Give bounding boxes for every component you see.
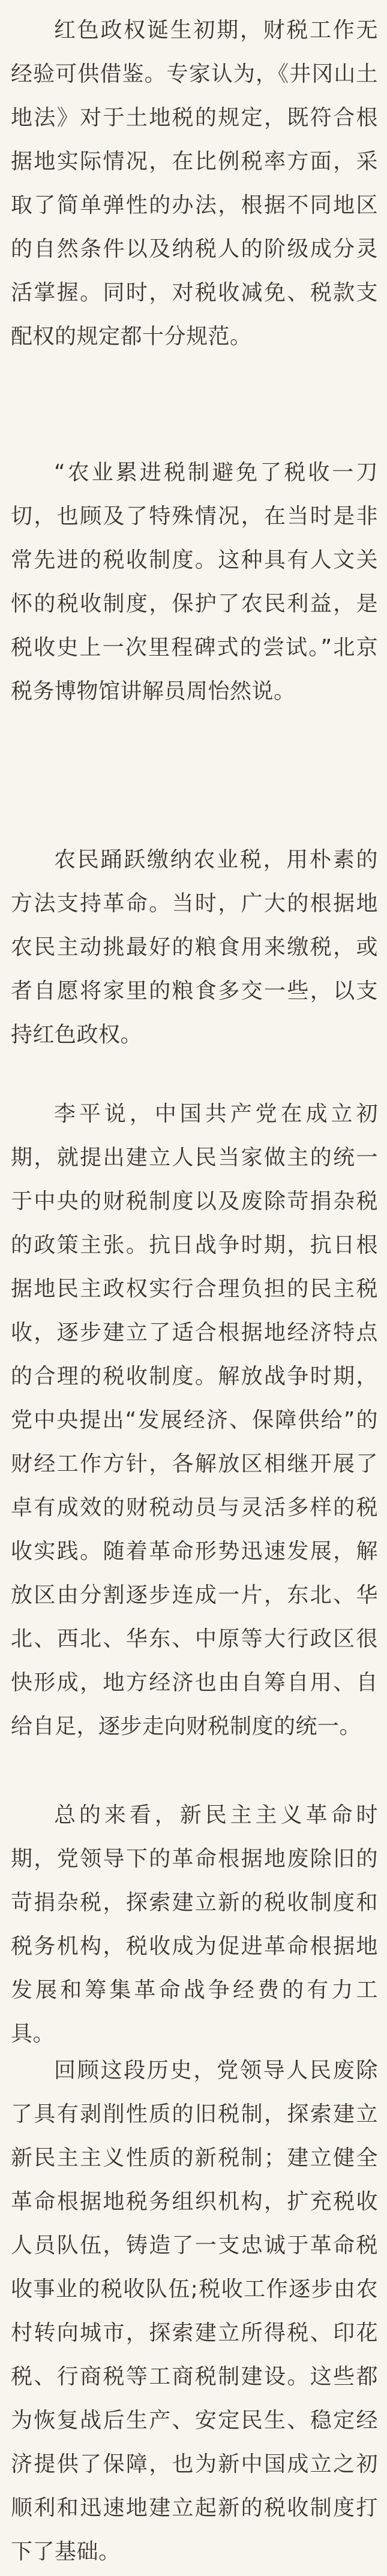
paragraph-1: 红色政权诞生初期，财税工作无经验可供借鉴。专家认为，《井冈山土地法》对于土地税的规定，既符合根据地实际情况，在比例税率方面，采取了简单弹性的办法，根据不同地区的自然条件以及纳税人的阶级成分灵活掌握。同时，对税收减免、税款支配权的规定都十分规范。 <box>11 18 378 349</box>
paragraph-6: 回顾这段历史，党领导人民废除了具有剥削性质的旧税制，探索建立新民主主义性质的新税制；建立健全革命根据地税务组织机构，扩充税收人员队伍，铸造了一支忠诚于革命税收事业的税收队伍;税收工作逐步由农村转向城市，探索建立所得税、印花税、行商税等工商税制建设。这些都为恢复战后生产、安定民生、稳定经济提供了保障，也为新中国成立之初顺利和迅速地建立起新的税收制度打下了基础。 <box>11 2058 378 2564</box>
paragraph-4: 李平说，中国共产党在成立初期，就提出建立人民当家做主的统一于中央的财税制度以及废除苛捐杂税的政策主张。抗日战争时期，抗日根据地民主政权实行合理负担的民主税收，逐步建立了适合根据地经济特点的合理的税收制度。解放战争时期，党中央提出“发展经济、保障供给”的财经工作方针，各解放区相继开展了卓有成效的财税动员与灵活多样的税收实践。随着革命形势迅速发展，解放区由分割逐步连成一片，东北、华北、西北、华东、中原等大行政区很快形成，地方经济也由自筹自用、自给自足，逐步走向财税制度的统一。 <box>11 1102 378 1739</box>
paragraph-5: 总的来看，新民主主义革命时期，党领导下的革命根据地废除旧的苛捐杂税，探索建立新的税收制度和税务机构，税收成为促进革命根据地发展和筹集革命战争经费的有力工具。 <box>11 1803 378 2046</box>
paragraph-2: “农业累进税制避免了税收一刀切，也顾及了特殊情况，在当时是非常先进的税收制度。这种具有人文关怀的税收制度，保护了农民利益，是税收史上一次里程碑式的尝试。”北京税务博物馆讲解员周怡然说。 <box>11 460 378 704</box>
paragraph-3: 农民踊跃缴纳农业税，用朴素的方法支持革命。当时，广大的根据地农民主动挑最好的粮食用来缴税，或者自愿将家里的粮食多交一些，以支持红色政权。 <box>11 847 378 1047</box>
